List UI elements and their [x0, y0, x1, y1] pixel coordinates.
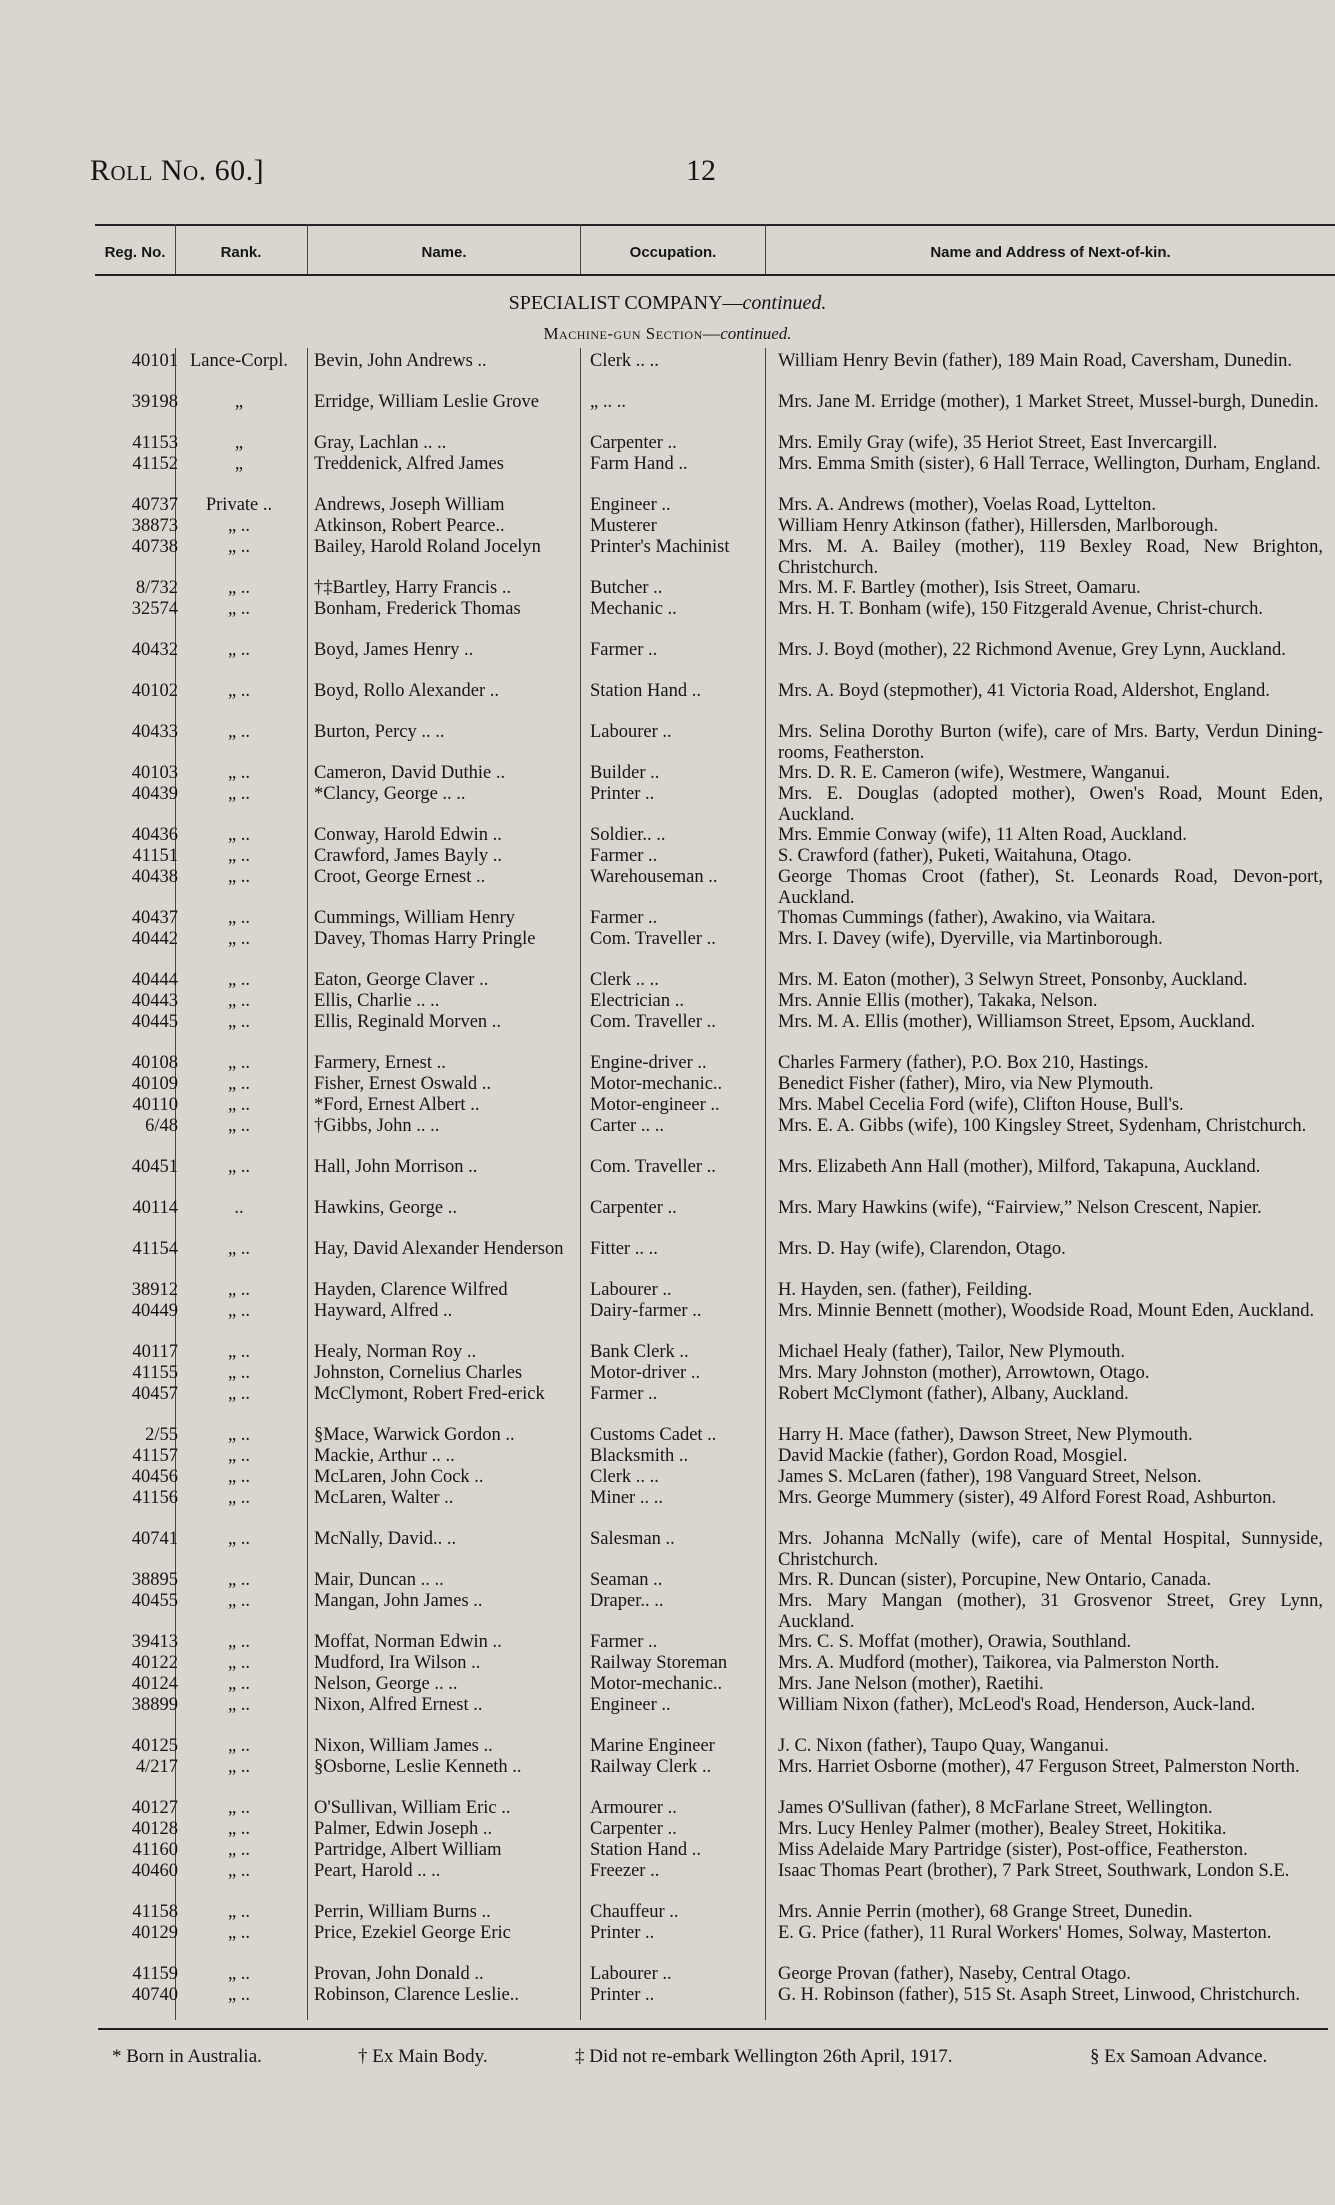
rank: „ ..	[227, 908, 251, 928]
reg-number: 6/48	[145, 1116, 178, 1136]
rank: „ ..	[227, 1985, 251, 2005]
rank: „ ..	[227, 1819, 251, 1839]
occupation: Freezer ..	[590, 1861, 660, 1881]
reg-number: 2/55	[145, 1425, 178, 1445]
reg-number: 40436	[131, 825, 178, 845]
occupation: Dairy-farmer ..	[590, 1301, 702, 1321]
reg-number: 41151	[132, 846, 178, 866]
soldier-name: Bonham, Frederick Thomas	[314, 599, 521, 619]
soldier-name: Perrin, William Burns ..	[314, 1902, 491, 1922]
roll-number: Roll No. 60.]	[90, 154, 265, 187]
footnote-born-australia: * Born in Australia.	[112, 2046, 262, 2067]
soldier-name: Bailey, Harold Roland Jocelyn	[314, 537, 541, 557]
reg-number: 40124	[131, 1674, 178, 1694]
rank: „ ..	[227, 722, 251, 742]
occupation: Railway Clerk ..	[590, 1757, 712, 1777]
next-of-kin: Mrs. Annie Perrin (mother), 68 Grange Street, Dunedin.	[778, 1902, 1193, 1922]
next-of-kin: Mrs. R. Duncan (sister), Porcupine, New Ontario, Canada.	[778, 1570, 1212, 1590]
rank: „ ..	[227, 867, 251, 887]
rank: „ ..	[227, 1157, 251, 1177]
next-of-kin: James O'Sullivan (father), 8 McFarlane Street, Wellington.	[778, 1798, 1213, 1818]
rank: „ ..	[227, 991, 251, 1011]
occupation: Butcher ..	[590, 578, 663, 598]
occupation: Fitter .. ..	[590, 1239, 658, 1259]
occupation: Farm Hand ..	[590, 454, 688, 474]
soldier-name: Conway, Harold Edwin ..	[314, 825, 502, 845]
next-of-kin: Mrs. Mary Mangan (mother), 31 Grosvenor Street, Grey Lynn, Auckland.	[778, 1591, 1323, 1632]
occupation: Labourer ..	[590, 722, 672, 742]
soldier-name: Mangan, John James ..	[314, 1591, 483, 1611]
rank: „ ..	[227, 1488, 251, 1508]
soldier-name: †‡Bartley, Harry Francis ..	[314, 578, 512, 598]
rank: „ ..	[227, 1736, 251, 1756]
reg-number: 40437	[131, 908, 178, 928]
next-of-kin: Mrs. M. A. Ellis (mother), Williamson Street, Epsom, Auckland.	[778, 1012, 1256, 1032]
next-of-kin: Mrs. J. Boyd (mother), 22 Richmond Avenue, Grey Lynn, Auckland.	[778, 640, 1286, 660]
occupation: Printer ..	[590, 784, 655, 804]
next-of-kin: Mrs. A. Mudford (mother), Taikorea, via Palmerston North.	[778, 1653, 1220, 1673]
reg-number: 40443	[131, 991, 178, 1011]
next-of-kin: Mrs. Mary Johnston (mother), Arrowtown, Otago.	[778, 1363, 1150, 1383]
occupation: Clerk .. ..	[590, 1467, 659, 1487]
occupation: Motor-driver ..	[590, 1363, 701, 1383]
next-of-kin: Mrs. M. F. Bartley (mother), Isis Street, Oamaru.	[778, 578, 1141, 598]
next-of-kin: Mrs. D. Hay (wife), Clarendon, Otago.	[778, 1239, 1066, 1259]
soldier-name: Hayden, Clarence Wilfred	[314, 1280, 508, 1300]
next-of-kin: Mrs. Selina Dorothy Burton (wife), care of Mrs. Barty, Verdun Dining-rooms, Featherston.	[778, 722, 1323, 763]
reg-number: 40449	[131, 1301, 178, 1321]
occupation: Com. Traveller ..	[590, 1157, 716, 1177]
next-of-kin: Mrs. E. A. Gibbs (wife), 100 Kingsley Street, Sydenham, Christchurch.	[778, 1116, 1307, 1136]
next-of-kin: Mrs. Lucy Henley Palmer (mother), Bealey Street, Hokitika.	[778, 1819, 1227, 1839]
subsection-title: Machine-gun Section—continued.	[543, 324, 792, 343]
rank: „ ..	[227, 640, 251, 660]
next-of-kin: George Thomas Croot (father), St. Leonards Road, Devon-port, Auckland.	[778, 867, 1323, 908]
soldier-name: O'Sullivan, William Eric ..	[314, 1798, 511, 1818]
soldier-name: Robinson, Clarence Leslie..	[314, 1985, 519, 2005]
occupation: Farmer ..	[590, 1632, 658, 1652]
next-of-kin: Mrs. Harriet Osborne (mother), 47 Ferguson Street, Palmerston North.	[778, 1757, 1300, 1777]
soldier-name: Healy, Norman Roy ..	[314, 1342, 477, 1362]
reg-number: 40110	[132, 1095, 178, 1115]
reg-number: 40741	[131, 1529, 178, 1549]
next-of-kin: Mrs. Mabel Cecelia Ford (wife), Clifton House, Bull's.	[778, 1095, 1184, 1115]
occupation: Soldier.. ..	[590, 825, 666, 845]
soldier-name: Ellis, Reginald Morven ..	[314, 1012, 502, 1032]
next-of-kin: Mrs. George Mummery (sister), 49 Alford Forest Road, Ashburton.	[778, 1488, 1277, 1508]
next-of-kin: Mrs. Mary Hawkins (wife), “Fairview,” Nelson Crescent, Napier.	[778, 1198, 1262, 1218]
reg-number: 41157	[132, 1446, 178, 1466]
soldier-name: Boyd, James Henry ..	[314, 640, 474, 660]
soldier-name: Peart, Harold .. ..	[314, 1861, 441, 1881]
next-of-kin: Mrs. C. S. Moffat (mother), Orawia, Southland.	[778, 1632, 1132, 1652]
next-of-kin: S. Crawford (father), Puketi, Waitahuna, Otago.	[778, 846, 1132, 866]
occupation: „ .. ..	[590, 392, 626, 412]
footnote-samoan-advance: § Ex Samoan Advance.	[1090, 2046, 1268, 2067]
next-of-kin: H. Hayden, sen. (father), Feilding.	[778, 1280, 1033, 1300]
reg-number: 40432	[131, 640, 178, 660]
occupation: Labourer ..	[590, 1280, 672, 1300]
soldier-name: Fisher, Ernest Oswald ..	[314, 1074, 492, 1094]
rank: „ ..	[227, 578, 251, 598]
soldier-name: Erridge, William Leslie Grove	[314, 392, 539, 412]
occupation: Musterer	[590, 516, 657, 536]
soldier-name: McClymont, Robert Fred-erick	[314, 1384, 545, 1404]
reg-number: 40451	[131, 1157, 178, 1177]
next-of-kin: William Henry Atkinson (father), Hillersden, Marlborough.	[778, 516, 1219, 536]
soldier-name: McNally, David.. ..	[314, 1529, 457, 1549]
col-rank-header: Rank.	[220, 243, 262, 261]
reg-number: 40455	[131, 1591, 178, 1611]
reg-number: 38895	[131, 1570, 178, 1590]
reg-number: 40103	[131, 763, 178, 783]
occupation: Engineer ..	[590, 1695, 671, 1715]
reg-number: 40439	[131, 784, 178, 804]
occupation: Warehouseman ..	[590, 867, 718, 887]
soldier-name: Treddenick, Alfred James	[314, 454, 504, 474]
rank: ..	[234, 1198, 244, 1218]
col-divider	[765, 224, 766, 274]
reg-number: 40738	[131, 537, 178, 557]
next-of-kin: Michael Healy (father), Tailor, New Plymouth.	[778, 1342, 1125, 1362]
soldier-name: Price, Ezekiel George Eric	[314, 1923, 511, 1943]
next-of-kin: Mrs. Minnie Bennett (mother), Woodside Road, Mount Eden, Auckland.	[778, 1301, 1315, 1321]
rank: „ ..	[227, 1798, 251, 1818]
reg-number: 40433	[131, 722, 178, 742]
rank: „ ..	[227, 1591, 251, 1611]
soldier-name: *Clancy, George .. ..	[314, 784, 466, 804]
rank: „ ..	[227, 825, 251, 845]
soldier-name: §Osborne, Leslie Kenneth ..	[314, 1757, 522, 1777]
reg-number: 38899	[131, 1695, 178, 1715]
soldier-name: Nixon, Alfred Ernest ..	[314, 1695, 483, 1715]
col-divider	[307, 348, 308, 2020]
col-occupation-header: Occupation.	[629, 243, 717, 261]
next-of-kin: Mrs. D. R. E. Cameron (wife), Westmere, Wanganui.	[778, 763, 1170, 783]
rank: „ ..	[227, 599, 251, 619]
soldier-name: Johnston, Cornelius Charles	[314, 1363, 523, 1383]
next-of-kin: Mrs. Jane Nelson (mother), Raetihi.	[778, 1674, 1044, 1694]
col-divider	[580, 348, 581, 2020]
soldier-name: Atkinson, Robert Pearce..	[314, 516, 505, 536]
next-of-kin: E. G. Price (father), 11 Rural Workers' Homes, Solway, Masterton.	[778, 1923, 1272, 1943]
reg-number: 41159	[132, 1964, 178, 1984]
occupation: Farmer ..	[590, 908, 658, 928]
next-of-kin: Mrs. Emmie Conway (wife), 11 Alten Road, Auckland.	[778, 825, 1187, 845]
rank: „	[234, 454, 244, 474]
occupation: Clerk .. ..	[590, 351, 659, 371]
next-of-kin: Mrs. M. Eaton (mother), 3 Selwyn Street, Ponsonby, Auckland.	[778, 970, 1248, 990]
footer-rule	[98, 2028, 1328, 2030]
occupation: Motor-mechanic..	[590, 1074, 723, 1094]
occupation: Labourer ..	[590, 1964, 672, 1984]
soldier-name: Moffat, Norman Edwin ..	[314, 1632, 502, 1652]
occupation: Engine-driver ..	[590, 1053, 707, 1073]
header-bottom-rule	[95, 274, 1335, 276]
occupation: Carter .. ..	[590, 1116, 664, 1136]
next-of-kin: Mrs. A. Boyd (stepmother), 41 Victoria Road, Aldershot, England.	[778, 681, 1270, 701]
next-of-kin: Mrs. I. Davey (wife), Dyerville, via Martinborough.	[778, 929, 1163, 949]
next-of-kin: Mrs. A. Andrews (mother), Voelas Road, Lyttelton.	[778, 495, 1157, 515]
soldier-name: Mudford, Ira Wilson ..	[314, 1653, 481, 1673]
rank: „ ..	[227, 1695, 251, 1715]
next-of-kin: Robert McClymont (father), Albany, Auckland.	[778, 1384, 1129, 1404]
next-of-kin: Isaac Thomas Peart (brother), 7 Park Street, Southwark, London S.E.	[778, 1861, 1290, 1881]
occupation: Seaman ..	[590, 1570, 663, 1590]
rank: Private ..	[205, 495, 273, 515]
rank: „ ..	[227, 1861, 251, 1881]
reg-number: 40457	[131, 1384, 178, 1404]
rank: „ ..	[227, 970, 251, 990]
reg-number: 40109	[131, 1074, 178, 1094]
reg-number: 41153	[132, 433, 178, 453]
occupation: Carpenter ..	[590, 433, 677, 453]
soldier-name: Ellis, Charlie .. ..	[314, 991, 440, 1011]
occupation: Station Hand ..	[590, 1840, 701, 1860]
occupation: Builder ..	[590, 763, 660, 783]
rank: „ ..	[227, 1239, 251, 1259]
occupation: Bank Clerk ..	[590, 1342, 689, 1362]
reg-number: 40445	[131, 1012, 178, 1032]
rank: „ ..	[227, 1074, 251, 1094]
reg-number: 41158	[132, 1902, 178, 1922]
rank: „ ..	[227, 1116, 251, 1136]
reg-number: 40122	[131, 1653, 178, 1673]
soldier-name: Hall, John Morrison ..	[314, 1157, 478, 1177]
soldier-name: McLaren, John Cock ..	[314, 1467, 484, 1487]
reg-number: 41160	[132, 1840, 178, 1860]
occupation: Station Hand ..	[590, 681, 701, 701]
next-of-kin: Benedict Fisher (father), Miro, via New Plymouth.	[778, 1074, 1154, 1094]
next-of-kin: Thomas Cummings (father), Awakino, via Waitara.	[778, 908, 1156, 928]
next-of-kin: G. H. Robinson (father), 515 St. Asaph Street, Linwood, Christchurch.	[778, 1985, 1301, 2005]
occupation: Printer ..	[590, 1985, 655, 2005]
soldier-name: McLaren, Walter ..	[314, 1488, 454, 1508]
next-of-kin: William Henry Bevin (father), 189 Main Road, Caversham, Dunedin.	[778, 351, 1293, 371]
soldier-name: Farmery, Ernest ..	[314, 1053, 446, 1073]
occupation: Marine Engineer	[590, 1736, 715, 1756]
reg-number: 40102	[131, 681, 178, 701]
soldier-name: *Ford, Ernest Albert ..	[314, 1095, 480, 1115]
occupation: Motor-engineer ..	[590, 1095, 720, 1115]
next-of-kin: James S. McLaren (father), 198 Vanguard Street, Nelson.	[778, 1467, 1202, 1487]
soldier-name: Andrews, Joseph William	[314, 495, 505, 515]
occupation: Clerk .. ..	[590, 970, 659, 990]
next-of-kin: Mrs. Emily Gray (wife), 35 Heriot Street, East Invercargill.	[778, 433, 1218, 453]
reg-number: 40129	[131, 1923, 178, 1943]
soldier-name: Gray, Lachlan .. ..	[314, 433, 447, 453]
reg-number: 41155	[132, 1363, 178, 1383]
soldier-name: †Gibbs, John .. ..	[314, 1116, 440, 1136]
occupation: Com. Traveller ..	[590, 929, 716, 949]
rank: „ ..	[227, 1467, 251, 1487]
rank: „ ..	[227, 1342, 251, 1362]
occupation: Engineer ..	[590, 495, 671, 515]
occupation: Draper.. ..	[590, 1591, 664, 1611]
col-divider	[765, 348, 766, 2020]
occupation: Printer ..	[590, 1923, 655, 1943]
occupation: Farmer ..	[590, 1384, 658, 1404]
soldier-name: Hayward, Alfred ..	[314, 1301, 453, 1321]
rank: „ ..	[227, 763, 251, 783]
occupation: Printer's Machinist	[590, 537, 730, 557]
soldier-name: Nixon, William James ..	[314, 1736, 493, 1756]
rank: „ ..	[227, 1653, 251, 1673]
col-reg-header: Reg. No.	[104, 243, 166, 261]
soldier-name: Hay, David Alexander Henderson	[314, 1239, 564, 1259]
rank: Lance-Corpl.	[189, 351, 289, 371]
next-of-kin: Mrs. Annie Ellis (mother), Takaka, Nelson.	[778, 991, 1098, 1011]
occupation: Blacksmith ..	[590, 1446, 689, 1466]
occupation: Electrician ..	[590, 991, 684, 1011]
occupation: Farmer ..	[590, 640, 658, 660]
reg-number: 39413	[131, 1632, 178, 1652]
soldier-name: Eaton, George Claver ..	[314, 970, 489, 990]
next-of-kin: William Nixon (father), McLeod's Road, Henderson, Auck-land.	[778, 1695, 1256, 1715]
soldier-name: Provan, John Donald ..	[314, 1964, 484, 1984]
next-of-kin: Mrs. E. Douglas (adopted mother), Owen's Road, Mount Eden, Auckland.	[778, 784, 1323, 825]
soldier-name: Bevin, John Andrews ..	[314, 351, 487, 371]
rank: „ ..	[227, 1363, 251, 1383]
rank: „ ..	[227, 1632, 251, 1652]
occupation: Miner .. ..	[590, 1488, 663, 1508]
rank: „ ..	[227, 681, 251, 701]
section-title: SPECIALIST COMPANY—continued.	[508, 292, 827, 314]
reg-number: 40114	[132, 1198, 178, 1218]
reg-number: 40438	[131, 867, 178, 887]
footnote-did-not-reembark: ‡ Did not re-embark Wellington 26th April, 1917.	[575, 2046, 953, 2067]
next-of-kin: Mrs. Emma Smith (sister), 6 Hall Terrace, Wellington, Durham, England.	[778, 454, 1321, 474]
soldier-name: Cummings, William Henry	[314, 908, 515, 928]
reg-number: 40108	[131, 1053, 178, 1073]
reg-number: 40456	[131, 1467, 178, 1487]
col-divider	[307, 224, 308, 274]
rank: „ ..	[227, 1012, 251, 1032]
rank: „ ..	[227, 1095, 251, 1115]
rank: „	[234, 392, 244, 412]
col-divider	[175, 224, 176, 274]
occupation: Armourer ..	[590, 1798, 677, 1818]
occupation: Customs Cadet ..	[590, 1425, 717, 1445]
next-of-kin: Miss Adelaide Mary Partridge (sister), Post-office, Featherston.	[778, 1840, 1248, 1860]
reg-number: 40127	[131, 1798, 178, 1818]
next-of-kin: George Provan (father), Naseby, Central Otago.	[778, 1964, 1131, 1984]
soldier-name: Mair, Duncan .. ..	[314, 1570, 444, 1590]
soldier-name: Boyd, Rollo Alexander ..	[314, 681, 499, 701]
rank: „ ..	[227, 1301, 251, 1321]
rank: „ ..	[227, 1529, 251, 1549]
reg-number: 40740	[131, 1985, 178, 2005]
rank: „ ..	[227, 1964, 251, 1984]
rank: „ ..	[227, 1384, 251, 1404]
rank: „ ..	[227, 1053, 251, 1073]
next-of-kin: Harry H. Mace (father), Dawson Street, New Plymouth.	[778, 1425, 1193, 1445]
occupation: Chauffeur ..	[590, 1902, 679, 1922]
next-of-kin: Charles Farmery (father), P.O. Box 210, Hastings.	[778, 1053, 1149, 1073]
occupation: Mechanic ..	[590, 599, 677, 619]
reg-number: 32574	[131, 599, 178, 619]
rank: „ ..	[227, 537, 251, 557]
reg-number: 8/732	[135, 578, 178, 598]
soldier-name: Partridge, Albert William	[314, 1840, 502, 1860]
reg-number: 38912	[131, 1280, 178, 1300]
soldier-name: Davey, Thomas Harry Pringle	[314, 929, 536, 949]
reg-number: 40125	[131, 1736, 178, 1756]
next-of-kin: Mrs. Jane M. Erridge (mother), 1 Market Street, Mussel-burgh, Dunedin.	[778, 392, 1319, 412]
col-name-header: Name.	[421, 243, 467, 261]
soldier-name: Cameron, David Duthie ..	[314, 763, 506, 783]
next-of-kin: Mrs. M. A. Bailey (mother), 119 Bexley Road, New Brighton, Christchurch.	[778, 537, 1323, 578]
next-of-kin: David Mackie (father), Gordon Road, Mosgiel.	[778, 1446, 1128, 1466]
rank: „ ..	[227, 929, 251, 949]
rank: „ ..	[227, 516, 251, 536]
rank: „ ..	[227, 1757, 251, 1777]
rank: „ ..	[227, 1902, 251, 1922]
rank: „	[234, 433, 244, 453]
rank: „ ..	[227, 784, 251, 804]
reg-number: 40117	[132, 1342, 178, 1362]
rank: „ ..	[227, 1425, 251, 1445]
rank: „ ..	[227, 1840, 251, 1860]
rank: „ ..	[227, 1674, 251, 1694]
next-of-kin: Mrs. Elizabeth Ann Hall (mother), Milford, Takapuna, Auckland.	[778, 1157, 1261, 1177]
rank: „ ..	[227, 846, 251, 866]
next-of-kin: Mrs. H. T. Bonham (wife), 150 Fitzgerald Avenue, Christ-church.	[778, 599, 1264, 619]
soldier-name: Mackie, Arthur .. ..	[314, 1446, 455, 1466]
soldier-name: Palmer, Edwin Joseph ..	[314, 1819, 493, 1839]
rank: „ ..	[227, 1570, 251, 1590]
reg-number: 41154	[132, 1239, 178, 1259]
soldier-name: Crawford, James Bayly ..	[314, 846, 503, 866]
occupation: Carpenter ..	[590, 1198, 677, 1218]
soldier-name: Burton, Percy .. ..	[314, 722, 445, 742]
next-of-kin: J. C. Nixon (father), Taupo Quay, Wanganui.	[778, 1736, 1109, 1756]
occupation: Carpenter ..	[590, 1819, 677, 1839]
occupation: Motor-mechanic..	[590, 1674, 723, 1694]
soldier-name: Nelson, George .. ..	[314, 1674, 458, 1694]
next-of-kin: Mrs. Johanna McNally (wife), care of Mental Hospital, Sunnyside, Christchurch.	[778, 1529, 1323, 1570]
page-number: 12	[686, 154, 716, 187]
occupation: Farmer ..	[590, 846, 658, 866]
reg-number: 38873	[131, 516, 178, 536]
reg-number: 40737	[131, 495, 178, 515]
occupation: Com. Traveller ..	[590, 1012, 716, 1032]
rank: „ ..	[227, 1280, 251, 1300]
soldier-name: Hawkins, George ..	[314, 1198, 458, 1218]
rank: „ ..	[227, 1923, 251, 1943]
reg-number: 40128	[131, 1819, 178, 1839]
footnote-main-body: † Ex Main Body.	[358, 2046, 488, 2067]
header-top-rule	[95, 224, 1335, 226]
reg-number: 40442	[131, 929, 178, 949]
reg-number: 40460	[131, 1861, 178, 1881]
soldier-name: Croot, George Ernest ..	[314, 867, 486, 887]
col-nok-header: Name and Address of Next-of-kin.	[930, 243, 1171, 261]
reg-number: 40101	[131, 351, 178, 371]
col-divider	[580, 224, 581, 274]
reg-number: 41152	[132, 454, 178, 474]
reg-number: 4/217	[135, 1757, 178, 1777]
reg-number: 39198	[131, 392, 178, 412]
reg-number: 40444	[131, 970, 178, 990]
soldier-name: §Mace, Warwick Gordon ..	[314, 1425, 515, 1445]
rank: „ ..	[227, 1446, 251, 1466]
occupation: Salesman ..	[590, 1529, 675, 1549]
reg-number: 41156	[132, 1488, 178, 1508]
occupation: Railway Storeman	[590, 1653, 728, 1673]
